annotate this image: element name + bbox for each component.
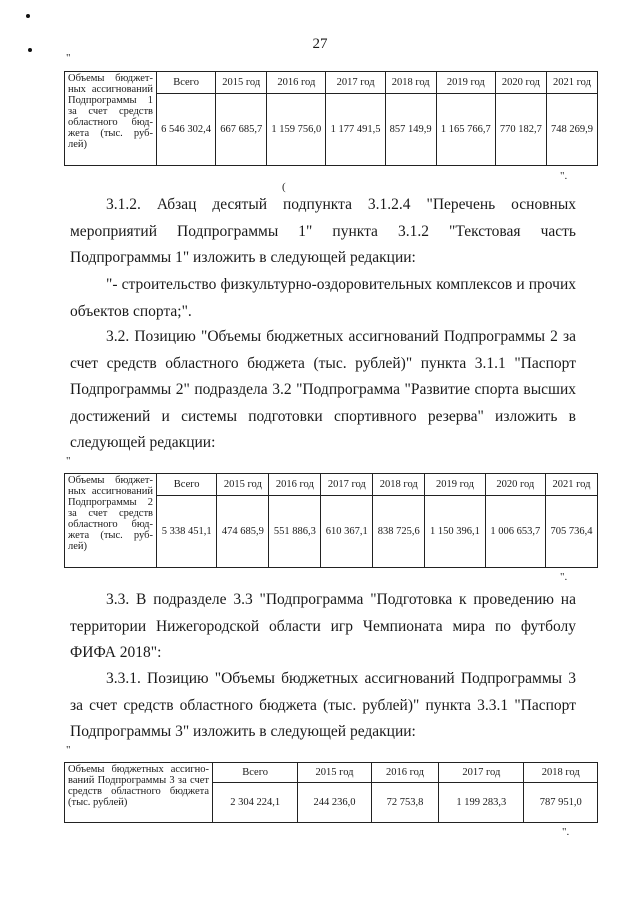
budget-table-3 [64,762,598,823]
table-cell: 1 165 766,7 [436,94,495,166]
table-header-cell: 2017 год [326,72,385,94]
table-header-cell: 2017 год [321,474,373,496]
table-cell: 1 177 491,5 [326,94,385,166]
table-header-cell: 2019 год [425,474,485,496]
page-number: 27 [312,36,328,52]
paragraph-3-1-2-quote: "- строительство физкультурно-оздоровительных комплексов и прочих объектов спорта;". [70,276,576,320]
table-header-row [65,763,598,783]
table-cell: 5 338 451,1 [157,496,217,568]
table-header-cell: 2016 год [371,763,438,783]
quote-open-mark: " [66,455,71,467]
table-header-cell: 2015 год [298,763,371,783]
table-cell: 748 269,9 [546,94,597,166]
paragraph-3-2: 3.2. Позицию "Объемы бюджетных ассигнований Подпрограммы 2 за счет средств областного бюджета (тыс. рублей)" пункта 3.1.1 "Паспорт Подпрограммы 2" подраздела 3.2 "Подпрограмма "Развитие спорта высших достижений и системы подготовки спортивного резерва" изложить в следующей редакции: [70,328,576,451]
table-header-cell: Всего [157,72,216,94]
table-cell: 6 546 302,4 [157,94,216,166]
table-row-label: Объемы бюджетных ассигно-ваний Подпрограммы 3 за счет средств областного бюджета (тыс. рублей) [65,763,213,823]
table-cell: 2 304 224,1 [213,783,298,823]
table-header-cell: 2020 год [495,72,546,94]
table-header-cell: 2015 год [216,72,267,94]
table-cell: 667 685,7 [216,94,267,166]
table-header-cell: Всего [213,763,298,783]
table-cell: 1 159 756,0 [267,94,326,166]
table-header-cell: 2018 год [373,474,425,496]
table-cell: 1 150 396,1 [425,496,485,568]
table-cell: 1 199 283,3 [439,783,524,823]
edge-mark: ( [282,181,286,193]
table-row-label: Объемы бюджет-ных ассигнований Подпрограммы 2 за счет средств областного бюд-жета (тыс. руб-лей) [65,474,157,568]
table-header-cell: 2017 год [439,763,524,783]
table-cell: 1 006 653,7 [485,496,545,568]
quote-close-mark: ". [560,571,568,583]
table-cell: 474 685,9 [217,496,269,568]
table-header-row [65,72,598,94]
quote-open-mark: " [66,52,71,64]
table-header-cell: 2020 год [485,474,545,496]
paragraph-3-3: 3.3. В подразделе 3.3 "Подпрограмма "Подготовка к проведению на территории Нижегородской области игр Чемпионата мира по футболу ФИФА 2018": [70,591,576,661]
table-cell: 857 149,9 [385,94,436,166]
quote-close-mark: ". [562,826,570,838]
table-header-cell: 2021 год [546,72,597,94]
table-header-cell: 2021 год [545,474,597,496]
table-cell: 72 753,8 [371,783,438,823]
table-header-cell: 2018 год [385,72,436,94]
table-cell: 610 367,1 [321,496,373,568]
budget-table-2 [64,473,598,568]
table-cell: 787 951,0 [524,783,598,823]
margin-dot-top [26,14,30,18]
table-cell: 838 725,6 [373,496,425,568]
table-header-cell: Всего [157,474,217,496]
paragraph-3-3-1: 3.3.1. Позицию "Объемы бюджетных ассигнований Подпрограммы 3 за счет средств областного бюджета (тыс. рублей)" пункта 3.3.1 "Паспорт Подпрограммы 3" изложить в следующей редакции: [70,670,576,740]
table-cell: 770 182,7 [495,94,546,166]
quote-open-mark: " [66,744,71,756]
table-cell: 244 236,0 [298,783,371,823]
table-cell: 551 886,3 [269,496,321,568]
table-header-cell: 2019 год [436,72,495,94]
table-header-cell: 2016 год [269,474,321,496]
paragraph-3-1-2: 3.1.2. Абзац десятый подпункта 3.1.2.4 "Перечень основных мероприятий Подпрограммы 1" пункта 3.1.2 "Текстовая часть Подпрограммы 1" изложить в следующей редакции: [70,196,576,266]
table-header-cell: 2016 год [267,72,326,94]
table-header-cell: 2015 год [217,474,269,496]
budget-table-1 [64,71,598,166]
table-header-row [65,474,598,496]
table-row-label: Объемы бюджет-ных ассигнований Подпрограммы 1 за счет средств областного бюд-жета (тыс. руб-лей) [65,72,157,166]
quote-close-mark: ". [560,170,568,182]
table-header-cell: 2018 год [524,763,598,783]
table-cell: 705 736,4 [545,496,597,568]
